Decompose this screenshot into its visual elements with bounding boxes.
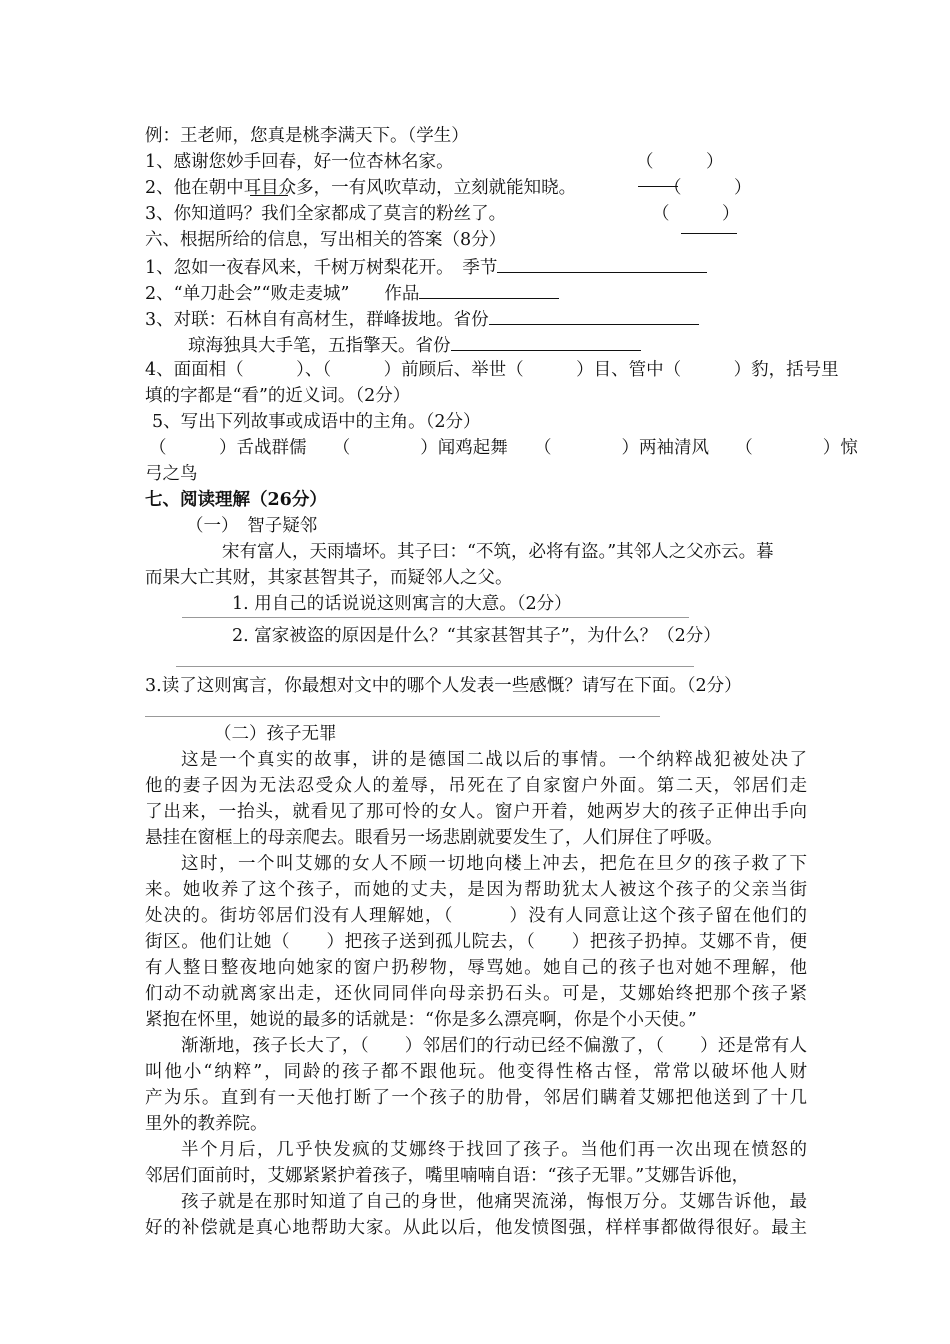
passage2-line: 悬挂在窗框上的母亲爬去。眼看另一场悲剧就要发生了，人们屏住了呼吸。 bbox=[145, 828, 723, 848]
sec6-question-1 bbox=[145, 254, 707, 280]
passage2-line: 里外的教养院。 bbox=[145, 1114, 268, 1134]
sec6-question-5-items: （ ）舌战群儒 （ ）闻鸡起舞 （ ）两袖清风 （ ）惊 bbox=[149, 438, 858, 458]
passage2-line: 有人整日整夜地向她家的窗户扔秽物，辱骂她。她自己的孩子也对她不理解，他 bbox=[145, 958, 807, 978]
sec5-question-1: 1、感谢您妙手回春，好一位杏林名家。 bbox=[145, 152, 454, 172]
sec5-question-3: 3、你知道吗？我们全家都成了莫言的粉丝了。 bbox=[145, 204, 507, 224]
passage2-line-tail: 告诉他， bbox=[679, 1166, 750, 1186]
sec5-question-2: 2、他在朝中耳目众多，一有风吹草动，立刻就能知晓。 bbox=[145, 178, 577, 198]
passage2-line: 孩子就是在那时知道了自己的身世，他痛哭流涕，悔恨万分。艾娜告诉他，最 bbox=[181, 1192, 807, 1212]
sec6-q3b-text: 琼海独具大手笔，五指擎天。省份 bbox=[188, 336, 451, 356]
passage2-line-text: 邻居们面前时，艾娜紧紧护着孩子，嘴里喃喃自语：“孩子无罪。”艾娜 bbox=[145, 1166, 680, 1186]
passage2-line: 这时，一个叫艾娜的女人不顾一切地向楼上冲去，把危在旦夕的孩子救了下 bbox=[181, 854, 807, 874]
answer-paren-2[interactable]: （ ） bbox=[664, 178, 752, 198]
answer-line-3[interactable] bbox=[145, 716, 660, 717]
passage1-question-3: 3.读了这则寓言，你最想对文中的哪个人发表一些感慨？请写在下面。（2分） bbox=[145, 676, 742, 696]
passage2-line: 好的补偿就是真心地帮助大家。从此以后，他发愤图强，样样事都做得很好。最主 bbox=[145, 1218, 807, 1238]
passage2-line: 街区。他们让她（ ）把孩子送到孤儿院去，（ ）把孩子扔掉。艾娜不肯，便 bbox=[145, 932, 807, 952]
passage2-line: 来。她收养了这个孩子，而她的丈夫，是因为帮助犹太人被这个孩子的父亲当街 bbox=[145, 880, 807, 900]
sec6-question-5: 5、写出下列故事或成语中的主角。（2分） bbox=[152, 412, 481, 432]
passage2-line: 半个月后，几乎快发疯的艾娜终于找回了孩子。当他们再一次出现在愤怒的 bbox=[181, 1140, 807, 1160]
answer-paren-3[interactable]: （ ） bbox=[652, 204, 740, 224]
passage2-line: 了出来，一抬头，就看见了那可怜的女人。窗户开着，她两岁大的孩子正伸出手向 bbox=[145, 802, 807, 822]
answer-blank-province-2[interactable] bbox=[451, 332, 641, 351]
sec6-question-3b bbox=[188, 332, 641, 358]
example-line: 例：王老师，您真是桃李满天下。（学生） bbox=[145, 126, 469, 146]
passage2-line: 们动不动就离家出走，还伙同同伴向母亲扔石头。可是，艾娜始终把那个孩子紧 bbox=[145, 984, 807, 1004]
passage2-line: 处决的。街坊邻居们没有人理解她，（ ）没有人同意让这个孩子留在他们的 bbox=[145, 906, 807, 926]
passage1-question-1: 1. 用自己的话说说这则寓言的大意。（2分） bbox=[232, 594, 572, 614]
answer-line-1[interactable] bbox=[182, 617, 689, 618]
passage1-question-2: 2. 富家被盗的原因是什么？“其家甚智其子”，为什么？（2分） bbox=[232, 626, 721, 646]
passage2-line: 这是一个真实的故事，讲的是德国二战以后的事情。一个纳粹战犯被处决了 bbox=[181, 750, 807, 770]
underline-mark bbox=[250, 195, 288, 196]
passage2-line: 他的妻子因为无法忍受众人的羞辱，吊死在了自家窗户外面。第二天，邻居们走 bbox=[145, 776, 807, 796]
passage2-line: 产为乐。直到有一天他打断了一个孩子的肋骨，邻居们瞒着艾娜把他送到了十几 bbox=[145, 1088, 807, 1108]
sec6-q3a-text: 3、对联：石林自有高材生，群峰拔地。省份 bbox=[145, 310, 489, 330]
sec6-q1-text: 1、忽如一夜春风来，千树万树梨花开。 季节 bbox=[145, 258, 498, 278]
answer-paren-1[interactable]: （ ） bbox=[636, 152, 724, 172]
answer-blank-season[interactable] bbox=[497, 254, 707, 273]
sec6-title: 六、根据所给的信息，写出相关的答案（8分） bbox=[145, 230, 507, 250]
sec6-question-5-tail: 弓之鸟 bbox=[145, 464, 198, 484]
answer-line-2[interactable] bbox=[176, 666, 694, 667]
answer-blank-province-1[interactable] bbox=[489, 306, 699, 325]
passage2-heading: （二）孩子无罪 bbox=[214, 724, 337, 744]
answer-blank-work[interactable] bbox=[419, 280, 559, 299]
sec6-question-3a bbox=[145, 306, 699, 332]
passage1-text-a: 宋有富人，天雨墙坏。其子曰：“不筑，必将有盗。”其邻人之父亦云。暮 bbox=[222, 542, 774, 562]
passage2-line: 渐渐地，孩子长大了，（ ）邻居们的行动已经不偏激了，（ ）还是常有人 bbox=[181, 1036, 807, 1056]
passage2-line bbox=[145, 1164, 749, 1188]
sec7-title: 七、阅读理解（26分） bbox=[145, 490, 327, 510]
passage2-line: 紧抱在怀里，她说的最多的话就是：“你是多么漂亮啊，你是个小天使。” bbox=[145, 1010, 697, 1030]
sec6-q2-text: 2、“单刀赴会”“败走麦城” 作品 bbox=[145, 284, 420, 304]
sec6-question-2 bbox=[145, 280, 559, 306]
passage1-heading: （一） 智子疑邻 bbox=[186, 516, 318, 536]
stray-line bbox=[681, 233, 737, 234]
sec6-question-4b: 填的字都是“看”的近义词。（2分） bbox=[145, 386, 411, 406]
passage1-text-b: 而果大亡其财，其家甚智其子，而疑邻人之父。 bbox=[145, 568, 513, 588]
passage2-line: 叫他小“纳粹”，同龄的孩子都不跟他玩。他变得性格古怪，常常以破坏他人财 bbox=[145, 1062, 807, 1082]
sec6-question-4a: 4、面面相（ ）、（ ）前顾后、举世（ ）目、管中（ ）豹，括号里 bbox=[145, 360, 839, 380]
